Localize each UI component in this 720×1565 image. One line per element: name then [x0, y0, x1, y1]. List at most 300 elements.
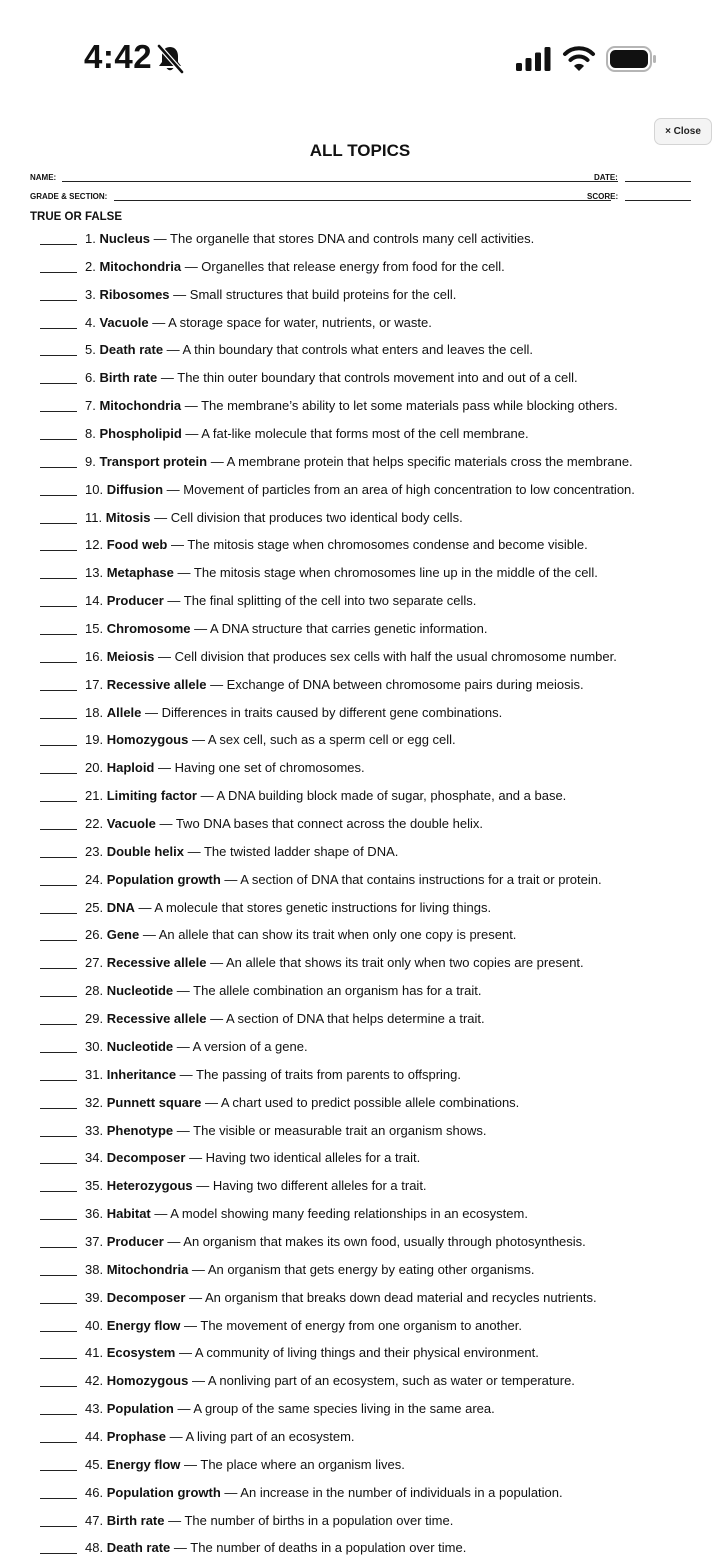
question-text [85, 1144, 420, 1171]
question-term: Nucleotide [106, 1038, 174, 1054]
question-term: Ribosomes [99, 286, 170, 302]
answer-blank[interactable] [40, 467, 77, 468]
answer-blank[interactable] [40, 355, 77, 356]
question-number: 33. [85, 1122, 104, 1138]
list-item [0, 364, 720, 392]
question-term: Vacuole [106, 816, 156, 832]
question-definition: — The organelle that stores DNA and controls many cell activities. [150, 231, 535, 246]
question-term: Decomposer [106, 1289, 186, 1305]
question-definition: — A nonliving part of an ecosystem, such as water or temperature. [188, 1373, 575, 1389]
list-item [0, 587, 720, 615]
question-definition: — Two DNA bases that connect across the double helix. [155, 816, 483, 832]
list-item [0, 1367, 720, 1395]
question-number: 23. [85, 843, 104, 859]
list-item [0, 559, 720, 587]
question-text [85, 1061, 461, 1088]
question-text [85, 1451, 405, 1478]
answer-blank[interactable] [40, 690, 77, 691]
list-item [0, 699, 720, 727]
list-item [0, 754, 720, 782]
question-number: 30. [85, 1038, 104, 1054]
question-term: Limiting factor [106, 788, 197, 804]
answer-blank[interactable] [40, 745, 77, 746]
question-number: 17. [85, 676, 104, 692]
question-term: Birth rate [106, 1512, 165, 1528]
question-term: Meiosis [106, 648, 155, 664]
question-term: Food web [106, 537, 168, 553]
list-item [0, 1061, 720, 1089]
question-term: Energy flow [106, 1317, 181, 1333]
question-text [85, 1256, 534, 1283]
score-field[interactable] [625, 200, 691, 201]
question-text [85, 531, 588, 558]
list-item [0, 420, 720, 448]
question-definition: — Organelles that release energy from food for the cell. [181, 258, 505, 274]
question-term: Producer [106, 1233, 164, 1249]
question-term: Double helix [106, 843, 184, 859]
answer-blank[interactable] [40, 1275, 77, 1276]
question-text [85, 1228, 586, 1255]
question-definition: — A storage space for water, nutrients, or waste. [148, 314, 432, 330]
question-text [85, 309, 432, 336]
list-item [0, 894, 720, 922]
question-text [85, 448, 633, 475]
question-definition: — Cell division that produces sex cells with half the usual chromosome number. [154, 648, 617, 664]
question-number: 2. [85, 258, 96, 274]
question-term: Punnett square [106, 1094, 202, 1110]
list-item [0, 1256, 720, 1284]
question-number: 1. [85, 231, 96, 246]
list-item [0, 1395, 720, 1423]
question-text [85, 894, 491, 921]
wifi-icon [562, 44, 596, 72]
question-definition: — The place where an organism lives. [180, 1456, 405, 1472]
list-item [0, 225, 720, 253]
question-definition: — The twisted ladder shape of DNA. [184, 843, 399, 859]
answer-blank[interactable] [40, 411, 77, 412]
question-text [85, 1534, 466, 1561]
question-term: Homozygous [106, 732, 189, 748]
question-term: Gene [106, 927, 140, 943]
answer-blank[interactable] [40, 913, 77, 914]
question-text [85, 643, 617, 670]
question-term: Decomposer [106, 1150, 186, 1166]
answer-blank[interactable] [40, 773, 77, 774]
question-definition: — The final splitting of the cell into two separate cells. [163, 593, 477, 609]
question-number: 13. [85, 565, 104, 581]
question-definition: — A thin boundary that controls what enters and leaves the cell. [163, 342, 534, 358]
question-term: Allele [106, 704, 142, 720]
answer-blank[interactable] [40, 1331, 77, 1332]
answer-blank[interactable] [40, 244, 77, 245]
list-item [0, 531, 720, 559]
list-item [0, 1033, 720, 1061]
answer-blank[interactable] [40, 1470, 77, 1471]
question-definition: — The membrane’s ability to let some materials pass while blocking others. [181, 398, 618, 414]
question-term: Mitochondria [99, 398, 182, 414]
answer-blank[interactable] [40, 1358, 77, 1359]
answer-blank[interactable] [40, 1414, 77, 1415]
answer-blank[interactable] [40, 1442, 77, 1443]
battery-icon [606, 45, 658, 73]
answer-blank[interactable] [40, 495, 77, 496]
score-label: SCORE: [587, 192, 619, 201]
list-item [0, 1534, 720, 1562]
list-item [0, 1144, 720, 1172]
question-text [85, 504, 463, 531]
answer-blank[interactable] [40, 606, 77, 607]
list-item [0, 726, 720, 754]
question-term: Mitochondria [99, 258, 182, 274]
question-definition: — A community of living things and their physical environment. [175, 1345, 539, 1361]
question-definition: — An organism that gets energy by eating other organisms. [188, 1261, 535, 1277]
question-number: 7. [85, 398, 96, 414]
page-title: ALL TOPICS [309, 141, 411, 160]
question-definition: — A group of the same species living in the same area. [173, 1401, 495, 1417]
question-number: 8. [85, 426, 96, 442]
question-text [85, 838, 398, 865]
question-number: 14. [85, 593, 104, 609]
question-text [85, 420, 529, 447]
close-button[interactable]: × Close [654, 118, 712, 145]
answer-blank[interactable] [40, 1498, 77, 1499]
question-definition: — A section of DNA that helps determine a trait. [206, 1011, 485, 1027]
question-term: Chromosome [106, 621, 191, 637]
question-text [85, 336, 533, 363]
question-term: Ecosystem [106, 1345, 176, 1361]
question-number: 46. [85, 1484, 104, 1500]
question-term: Recessive allele [106, 676, 207, 692]
question-definition: — The mitosis stage when chromosomes condense and become visible. [167, 537, 588, 553]
question-definition: — A living part of an ecosystem. [165, 1428, 355, 1444]
question-term: Population growth [106, 871, 221, 887]
answer-blank[interactable] [40, 1080, 77, 1081]
list-item [0, 1479, 720, 1507]
question-text [85, 977, 481, 1004]
question-text [85, 615, 487, 642]
question-text [85, 1339, 539, 1366]
question-definition: — A membrane protein that helps specific materials cross the membrane. [207, 453, 633, 469]
answer-blank[interactable] [40, 328, 77, 329]
question-definition: — The number of deaths in a population over time. [170, 1540, 467, 1556]
question-term: Nucleotide [106, 983, 174, 999]
question-definition: — An increase in the number of individuals in a population. [220, 1484, 563, 1500]
question-number: 39. [85, 1289, 104, 1305]
question-text [85, 1089, 519, 1116]
question-list [0, 225, 720, 1562]
question-number: 44. [85, 1428, 104, 1444]
cellular-signal-icon [516, 46, 552, 72]
answer-blank[interactable] [40, 1052, 77, 1053]
list-item [0, 1117, 720, 1145]
question-definition: — The movement of energy from one organism to another. [180, 1317, 522, 1333]
answer-blank[interactable] [40, 1108, 77, 1109]
question-term: Habitat [106, 1206, 151, 1222]
question-term: Haploid [106, 760, 155, 776]
answer-blank[interactable] [40, 885, 77, 886]
question-definition: — The passing of traits from parents to offspring. [176, 1066, 461, 1082]
list-item [0, 1507, 720, 1535]
question-term: Transport protein [99, 453, 208, 469]
list-item [0, 615, 720, 643]
question-definition: — The allele combination an organism has for a trait. [173, 983, 482, 999]
question-text [85, 392, 618, 419]
question-number: 11. [85, 509, 103, 525]
answer-blank[interactable] [40, 662, 77, 663]
question-text [85, 1284, 597, 1311]
answer-blank[interactable] [40, 300, 77, 301]
question-number: 12. [85, 537, 104, 553]
question-text [85, 1479, 563, 1506]
question-text [85, 1172, 427, 1199]
answer-blank[interactable] [40, 801, 77, 802]
question-number: 5. [85, 342, 96, 358]
question-definition: — Exchange of DNA between chromosome pairs during meiosis. [206, 676, 584, 692]
answer-blank[interactable] [40, 1163, 77, 1164]
question-definition: — Cell division that produces two identical body cells. [150, 509, 463, 525]
question-number: 19. [85, 732, 104, 748]
question-text [85, 726, 456, 753]
name-field[interactable] [62, 181, 618, 182]
question-term: Death rate [99, 342, 164, 358]
question-number: 16. [85, 648, 104, 664]
question-definition: — Having two different alleles for a trait. [192, 1178, 427, 1194]
question-text [85, 1507, 453, 1534]
question-number: 24. [85, 871, 104, 887]
list-item [0, 504, 720, 532]
question-text [85, 699, 502, 726]
question-definition: — A version of a gene. [173, 1038, 308, 1054]
question-definition: — The thin outer boundary that controls movement into and out of a cell. [157, 370, 578, 386]
question-term: Population growth [106, 1484, 221, 1500]
question-text [85, 921, 516, 948]
question-number: 45. [85, 1456, 104, 1472]
list-item [0, 810, 720, 838]
date-field[interactable] [625, 181, 691, 182]
answer-blank[interactable] [40, 1219, 77, 1220]
name-label: NAME: [30, 173, 57, 182]
question-term: Heterozygous [106, 1178, 193, 1194]
question-definition: — A sex cell, such as a sperm cell or egg cell. [188, 732, 456, 748]
question-text [85, 1117, 487, 1144]
list-item [0, 309, 720, 337]
list-item [0, 838, 720, 866]
question-definition: — An allele that shows its trait only when two copies are present. [206, 955, 584, 971]
question-number: 31. [85, 1066, 104, 1082]
list-item [0, 1451, 720, 1479]
question-number: 47. [85, 1512, 104, 1528]
question-number: 6. [85, 370, 96, 386]
question-term: Producer [106, 593, 164, 609]
question-definition: — Differences in traits caused by different gene combinations. [141, 704, 503, 720]
answer-blank[interactable] [40, 1191, 77, 1192]
question-term: Phospholipid [99, 426, 182, 442]
question-number: 9. [85, 453, 96, 469]
question-text [85, 1423, 355, 1450]
answer-blank[interactable] [40, 1247, 77, 1248]
bell-slash-icon [156, 44, 184, 74]
question-definition: — Small structures that build proteins for the cell. [169, 286, 457, 302]
question-number: 42. [85, 1373, 104, 1389]
question-number: 41. [85, 1345, 104, 1361]
list-item [0, 1423, 720, 1451]
question-text [85, 1395, 495, 1422]
question-number: 35. [85, 1178, 104, 1194]
question-definition: — A model showing many feeding relationships in an ecosystem. [150, 1206, 528, 1222]
question-number: 26. [85, 927, 104, 943]
question-number: 10. [85, 481, 104, 497]
question-definition: — An allele that can show its trait when only one copy is present. [139, 927, 517, 943]
question-term: Metaphase [106, 565, 174, 581]
question-definition: — An organism that breaks down dead material and recycles nutrients. [185, 1289, 597, 1305]
question-text [85, 1312, 522, 1339]
question-text [85, 1367, 575, 1394]
question-text [85, 476, 635, 503]
answer-blank[interactable] [40, 523, 77, 524]
list-item [0, 392, 720, 420]
question-number: 18. [85, 704, 104, 720]
question-text [85, 782, 566, 809]
question-number: 43. [85, 1401, 104, 1417]
question-definition: — The visible or measurable trait an organism shows. [173, 1122, 487, 1138]
question-term: Mitochondria [106, 1261, 189, 1277]
answer-blank[interactable] [40, 439, 77, 440]
list-item [0, 1172, 720, 1200]
answer-blank[interactable] [40, 718, 77, 719]
question-text [85, 559, 598, 586]
list-item [0, 921, 720, 949]
list-item [0, 782, 720, 810]
question-term: Inheritance [106, 1066, 177, 1082]
status-time: 4:42 [84, 38, 153, 75]
question-number: 36. [85, 1206, 104, 1222]
question-term: Vacuole [99, 314, 149, 330]
question-number: 15. [85, 621, 104, 637]
question-term: Prophase [106, 1428, 166, 1444]
answer-blank[interactable] [40, 578, 77, 579]
section-heading: TRUE OR FALSE [30, 211, 123, 223]
answer-blank[interactable] [40, 1024, 77, 1025]
list-item [0, 1312, 720, 1340]
answer-blank[interactable] [40, 1386, 77, 1387]
answer-blank[interactable] [40, 383, 77, 384]
list-item [0, 281, 720, 309]
answer-blank[interactable] [40, 272, 77, 273]
question-number: 34. [85, 1150, 104, 1166]
question-number: 28. [85, 983, 104, 999]
question-term: Energy flow [106, 1456, 181, 1472]
answer-blank[interactable] [40, 1526, 77, 1527]
question-definition: — An organism that makes its own food, usually through photosynthesis. [163, 1233, 586, 1249]
answer-blank[interactable] [40, 968, 77, 969]
question-text [85, 866, 602, 893]
question-term: Recessive allele [106, 1011, 207, 1027]
question-term: Mitosis [105, 509, 151, 525]
question-definition: — A chart used to predict possible allele combinations. [201, 1094, 520, 1110]
question-text [85, 281, 456, 308]
question-definition: — Movement of particles from an area of high concentration to low concentration. [163, 481, 635, 497]
question-term: Birth rate [99, 370, 158, 386]
list-item [0, 1005, 720, 1033]
list-item [0, 671, 720, 699]
question-number: 29. [85, 1011, 104, 1027]
question-text [85, 1200, 528, 1227]
question-definition: — A fat-like molecule that forms most of the cell membrane. [181, 426, 529, 442]
question-text [85, 364, 578, 391]
answer-blank[interactable] [40, 940, 77, 941]
question-term: Death rate [106, 1540, 171, 1556]
question-number: 20. [85, 760, 104, 776]
answer-blank[interactable] [40, 550, 77, 551]
question-term: Phenotype [106, 1122, 174, 1138]
question-definition: — A DNA structure that carries genetic information. [190, 621, 488, 637]
list-item [0, 1284, 720, 1312]
question-definition: — A section of DNA that contains instructions for a trait or protein. [220, 871, 602, 887]
answer-blank[interactable] [40, 996, 77, 997]
list-item [0, 253, 720, 281]
question-number: 27. [85, 955, 104, 971]
list-item [0, 1200, 720, 1228]
answer-blank[interactable] [40, 857, 77, 858]
list-item [0, 949, 720, 977]
question-definition: — A molecule that stores genetic instructions for living things. [134, 899, 492, 915]
answer-blank[interactable] [40, 1136, 77, 1137]
grade-section-field[interactable] [114, 200, 611, 201]
question-text [85, 587, 476, 614]
question-number: 32. [85, 1094, 104, 1110]
question-number: 4. [85, 314, 96, 330]
answer-blank[interactable] [40, 1303, 77, 1304]
question-definition: — Having two identical alleles for a trait. [185, 1150, 421, 1166]
list-item [0, 1228, 720, 1256]
question-definition: — The number of births in a population over time. [164, 1512, 454, 1528]
question-definition: — Having one set of chromosomes. [154, 760, 365, 776]
question-number: 37. [85, 1233, 104, 1249]
question-number: 22. [85, 816, 104, 832]
list-item [0, 448, 720, 476]
question-number: 25. [85, 899, 104, 915]
list-item [0, 866, 720, 894]
question-text [85, 810, 483, 837]
question-term: Population [106, 1401, 174, 1417]
question-text [85, 1005, 485, 1032]
list-item [0, 643, 720, 671]
question-number: 40. [85, 1317, 104, 1333]
question-term: DNA [106, 899, 135, 915]
question-term: Diffusion [106, 481, 164, 497]
question-text [85, 253, 505, 280]
list-item [0, 476, 720, 504]
question-term: Nucleus [99, 231, 151, 246]
answer-blank[interactable] [40, 1553, 77, 1554]
question-number: 3. [85, 286, 96, 302]
question-definition: — A DNA building block made of sugar, phosphate, and a base. [196, 788, 567, 804]
answer-blank[interactable] [40, 829, 77, 830]
question-text [85, 754, 365, 781]
question-text [85, 225, 534, 252]
question-text [85, 949, 584, 976]
date-label: DATE: [594, 173, 618, 182]
name-date-row [30, 170, 692, 186]
question-text [85, 671, 584, 698]
grade-section-label: GRADE & SECTION: [30, 192, 108, 201]
question-text [85, 1033, 308, 1060]
list-item [0, 1089, 720, 1117]
answer-blank[interactable] [40, 634, 77, 635]
list-item [0, 336, 720, 364]
question-term: Homozygous [106, 1373, 189, 1389]
question-term: Recessive allele [106, 955, 207, 971]
